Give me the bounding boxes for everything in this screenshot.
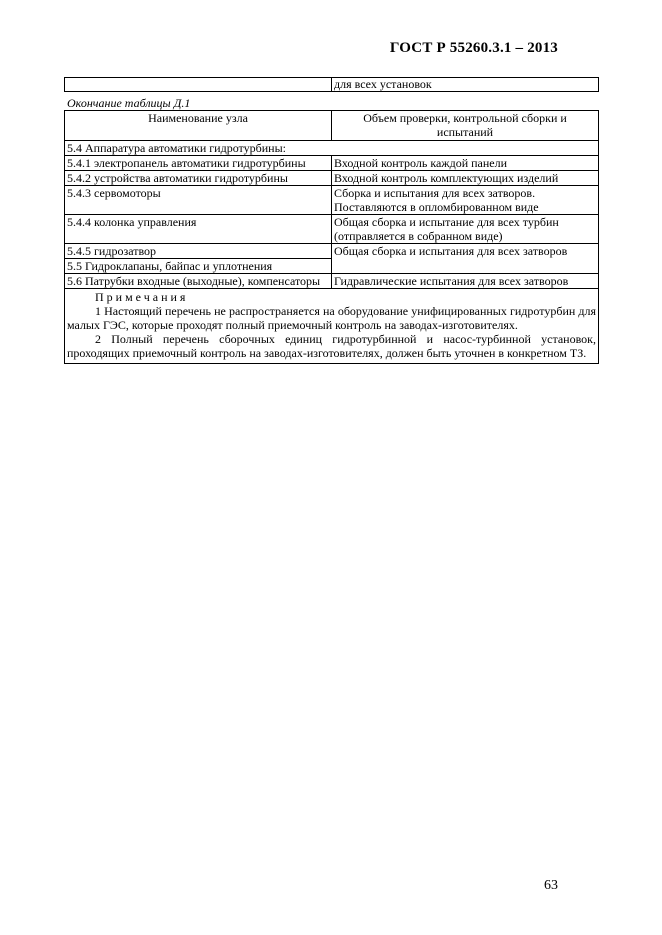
page-number: 63 (544, 878, 558, 893)
row-cell-name: 5.4.3 сервомоторы (65, 186, 332, 215)
row-cell-name: 5.6 Патрубки входные (выходные), компенсаторы (65, 274, 332, 289)
continuation-cell-1 (65, 78, 332, 92)
table-row (65, 244, 599, 259)
notes-row (65, 289, 599, 364)
main-table (64, 110, 599, 364)
notes-title: Примечания (95, 290, 189, 304)
row-cell-name: 5.5 Гидроклапаны, байпас и уплотнения (65, 259, 332, 274)
row-cell-name: 5.4.5 гидрозатвор (65, 244, 332, 259)
document-id: ГОСТ Р 55260.3.1 – 2013 (389, 40, 558, 56)
table-row (65, 141, 599, 156)
table-row (65, 215, 599, 244)
notes-cell (65, 289, 599, 364)
column-header-name: Наименование узла (65, 111, 332, 141)
continuation-cell-2: для всех установок (332, 78, 599, 92)
row-cell-scope: Общая сборка и испытание для всех турбин (отправляется в собранном виде) (332, 215, 599, 244)
table-row (65, 171, 599, 186)
row-cell-name: 5.4.4 колонка управления (65, 215, 332, 244)
column-header-scope: Объем проверки, контрольной сборки и испытаний (332, 111, 599, 141)
row-cell-scope: Сборка и испытания для всех затворов. Поставляются в опломбированном виде (332, 186, 599, 215)
row-cell-name: 5.4.1 электропанель автоматики гидротурбины (65, 156, 332, 171)
row-cell-name: 5.4 Аппаратура автоматики гидротурбины: (65, 141, 599, 156)
row-cell-scope: Общая сборка и испытания для всех затворов (332, 244, 599, 274)
table-row (65, 274, 599, 289)
note-item: 2 Полный перечень сборочных единиц гидротурбинной и насос-турбинной установок, проходящих приемочный контроль на заводах-изготовителях, должен быть уточнен в конкретном ТЗ. (67, 332, 596, 360)
table-header-row (65, 111, 599, 141)
row-cell-scope: Входной контроль комплектующих изделий (332, 171, 599, 186)
row-cell-scope: Входной контроль каждой панели (332, 156, 599, 171)
continuation-table (64, 77, 599, 92)
row-cell-name: 5.4.2 устройства автоматики гидротурбины (65, 171, 332, 186)
row-cell-scope: Гидравлические испытания для всех затворов (332, 274, 599, 289)
table-caption: Окончание таблицы Д.1 (67, 96, 191, 110)
table-row (65, 186, 599, 215)
table-row (65, 156, 599, 171)
table-row (65, 78, 599, 92)
note-item: 1 Настоящий перечень не распространяется на оборудование унифицированных гидротурбин для малых ГЭС, которые проходят полный приемочный контроль на заводах-изготовителях. (67, 304, 596, 332)
